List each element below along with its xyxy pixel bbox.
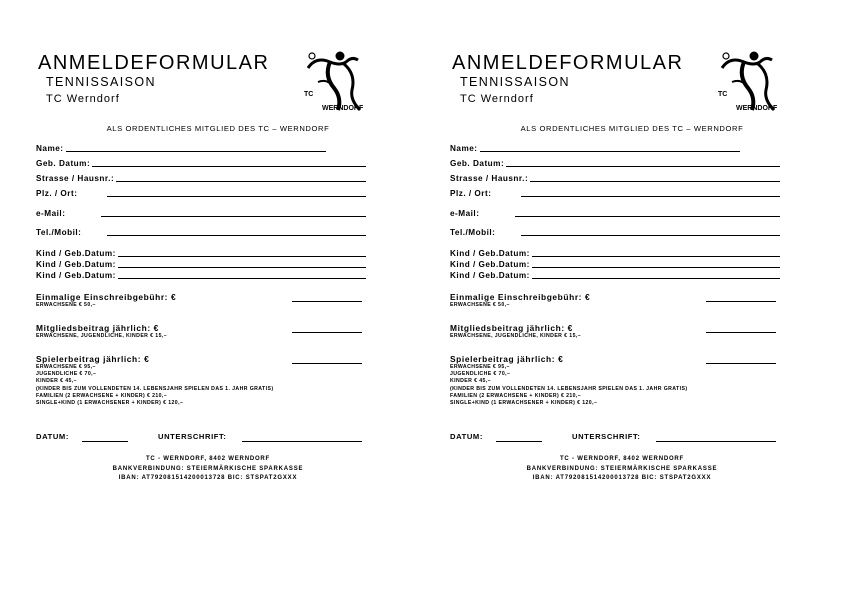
fee-member-blank[interactable] <box>292 332 362 333</box>
name-field[interactable]: Name: <box>36 142 366 153</box>
form-right: ANMELDEFORMULAR TENNISSAISON TC Werndorf TC WERNDORF ALS ORDENTLICHES MITGLIED DES TC – WERNDORF Name: Geb. Datum: Strasse / Hausnr.: Plz. / Ort: e-Mail: Tel./Mobil: Kind / Geb.Datum: Kind / Geb.Datum: Kind / Geb.Datum: Einmalige Einschreibgebühr: € ERWACHSENE € 50,– Mitgliedsbeitrag jährlich: € ERWACHSENE, JUGENDLICHE, KINDER € 15,– Spielerbeitrag jährlich: € ERWACHSENE € 95,– JUGENDLICHE € 70,– KINDER € 45,– (KINDER BIS ZUM VOLLENDETEN 14. LEBENSJAHR SPIELEN DAS 1. JAHR GRATIS) FAMILIEN (2 ERWACHSENE + KINDER) € 210,– SINGLE+KIND (1 ERWACHSENER + KINDER) € 120,– DATUM: UNTERSCHRIFT: TC - WERNDORF, 8402 WERNDORF BANKVERBINDUNG: STEIERMÄRKISCHE SPARKASSE IBAN: AT792081514200013728 BIC: STSPAT2GXXX <box>422 0 822 595</box>
child-field-3[interactable]: Kind / Geb.Datum: <box>450 269 780 280</box>
fee-member: Mitgliedsbeitrag jährlich: € ERWACHSENE, JUGENDLICHE, KINDER € 15,– <box>36 323 366 340</box>
fee-player: Spielerbeitrag jährlich: € ERWACHSENE € 95,– JUGENDLICHE € 70,– KINDER € 45,– (KINDER BIS ZUM VOLLENDETEN 14. LEBENSJAHR SPIELEN DAS 1. JAHR GRATIS) FAMILIEN (2 ERWACHSENE + KINDER) € 210,– SINGLE+KIND (1 ERWACHSENER + KINDER) € 120,– <box>450 354 780 407</box>
birthdate-field[interactable]: Geb. Datum: <box>450 157 780 168</box>
fee-player-blank[interactable] <box>292 363 362 364</box>
fee-member: Mitgliedsbeitrag jährlich: € ERWACHSENE, JUGENDLICHE, KINDER € 15,– <box>450 323 780 340</box>
fee-one-time-blank[interactable] <box>706 301 776 302</box>
form-left: ANMELDEFORMULAR TENNISSAISON TC Werndorf TC WERNDORF ALS ORDENTLICHES MITGLIED DES TC – WERNDORF Name: Geb. Datum: Strasse / Hausnr.: Plz. / Ort: e-Mail: Tel./Mobil: Kind / Geb.Datum: Kind / Geb.Datum: Kind / Geb.Datum: Einmalige Einschreibgebühr: € ERWACHSENE € 50,– Mitgliedsbeitrag jährlich: € ERWACHSENE, JUGENDLICHE, KINDER € 15,– Spielerbeitrag jährlich: € ERWACHSENE € 95,– JUGENDLICHE € 70,– KINDER € 45,– (KINDER BIS ZUM VOLLENDETEN 14. LEBENSJAHR SPIELEN DAS 1. JAHR GRATIS) FAMILIEN (2 ERWACHSENE + KINDER) € 210,– SINGLE+KIND (1 ERWACHSENER + KINDER) € 120,– DATUM: UNTERSCHRIFT: TC - WERNDORF, 8402 WERNDORF BANKVERBINDUNG: STEIERMÄRKISCHE SPARKASSE IBAN: AT792081514200013728 BIC: STSPAT2GXXX <box>8 0 408 595</box>
fee-member-blank[interactable] <box>706 332 776 333</box>
child-field-2[interactable]: Kind / Geb.Datum: <box>450 258 780 269</box>
logo-werndorf: WERNDORF <box>736 105 778 112</box>
child-field-2[interactable]: Kind / Geb.Datum: <box>36 258 366 269</box>
footer: TC - WERNDORF, 8402 WERNDORF BANKVERBINDUNG: STEIERMÄRKISCHE SPARKASSE IBAN: AT792081514200013728 BIC: STSPAT2GXXX <box>112 456 304 481</box>
date-blank[interactable] <box>82 441 128 442</box>
fee-one-time: Einmalige Einschreibgebühr: € ERWACHSENE € 50,– <box>450 292 780 309</box>
signature-blank[interactable] <box>656 441 776 442</box>
logo-tc: TC <box>304 91 314 98</box>
child-field-1[interactable]: Kind / Geb.Datum: <box>36 247 366 258</box>
fee-player-blank[interactable] <box>706 363 776 364</box>
fee-one-time: Einmalige Einschreibgebühr: € ERWACHSENE € 50,– <box>36 292 366 309</box>
zip-city-field[interactable]: Plz. / Ort: <box>450 187 780 198</box>
child-field-1[interactable]: Kind / Geb.Datum: <box>450 247 780 258</box>
name-field[interactable]: Name: <box>450 142 780 153</box>
fee-one-time-blank[interactable] <box>292 301 362 302</box>
email-field[interactable]: e-Mail: <box>450 207 780 218</box>
tennis-player-logo-icon <box>714 48 784 114</box>
logo-tc: TC <box>718 91 728 98</box>
signature-blank[interactable] <box>242 441 362 442</box>
fee-player: Spielerbeitrag jährlich: € ERWACHSENE € 95,– JUGENDLICHE € 70,– KINDER € 45,– (KINDER BIS ZUM VOLLENDETEN 14. LEBENSJAHR SPIELEN DAS 1. JAHR GRATIS) FAMILIEN (2 ERWACHSENE + KINDER) € 210,– SINGLE+KIND (1 ERWACHSENER + KINDER) € 120,– <box>36 354 366 407</box>
phone-field[interactable]: Tel./Mobil: <box>450 226 780 237</box>
logo-werndorf: WERNDORF <box>322 105 364 112</box>
birthdate-field[interactable]: Geb. Datum: <box>36 157 366 168</box>
form-subtitle: TENNISSAISON <box>46 75 156 89</box>
intro-text: ALS ORDENTLICHES MITGLIED DES TC – WERNDORF <box>520 124 744 133</box>
tennis-player-logo-icon <box>300 48 370 114</box>
form-title: ANMELDEFORMULAR <box>452 52 684 74</box>
street-field[interactable]: Strasse / Hausnr.: <box>36 172 366 183</box>
date-blank[interactable] <box>496 441 542 442</box>
footer: TC - WERNDORF, 8402 WERNDORF BANKVERBINDUNG: STEIERMÄRKISCHE SPARKASSE IBAN: AT792081514200013728 BIC: STSPAT2GXXX <box>526 456 718 481</box>
club-name: TC Werndorf <box>460 93 534 105</box>
street-field[interactable]: Strasse / Hausnr.: <box>450 172 780 183</box>
form-title: ANMELDEFORMULAR <box>38 52 270 74</box>
phone-field[interactable]: Tel./Mobil: <box>36 226 366 237</box>
form-subtitle: TENNISSAISON <box>460 75 570 89</box>
email-field[interactable]: e-Mail: <box>36 207 366 218</box>
club-name: TC Werndorf <box>46 93 120 105</box>
intro-text: ALS ORDENTLICHES MITGLIED DES TC – WERNDORF <box>106 124 330 133</box>
child-field-3[interactable]: Kind / Geb.Datum: <box>36 269 366 280</box>
zip-city-field[interactable]: Plz. / Ort: <box>36 187 366 198</box>
